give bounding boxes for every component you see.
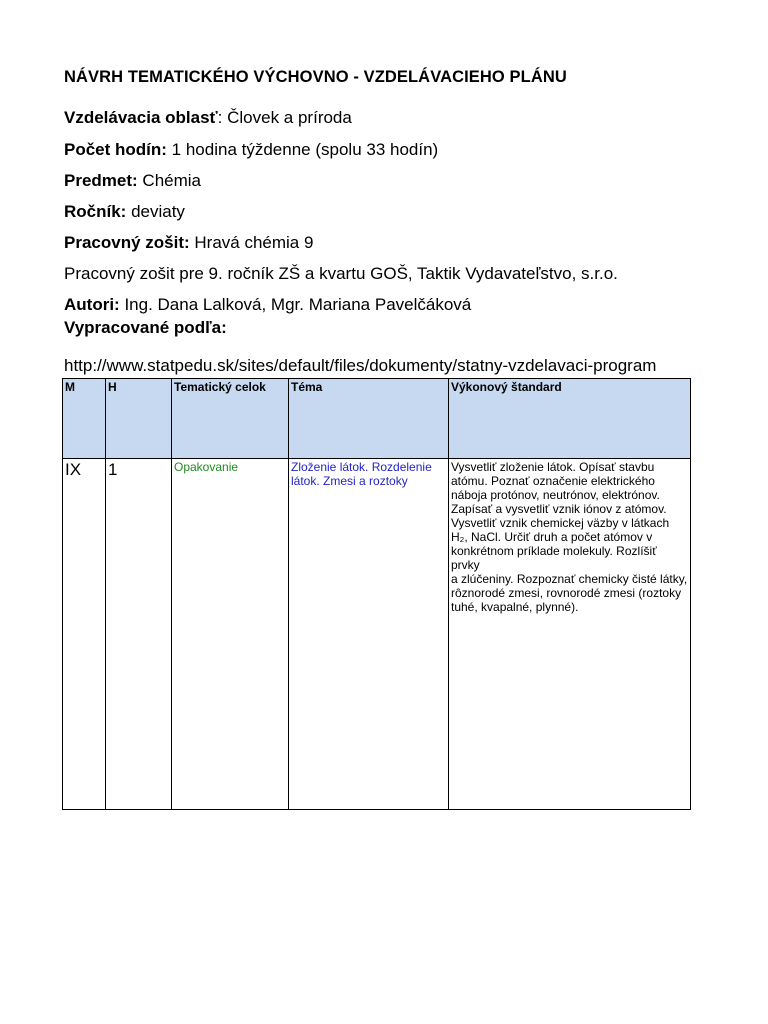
hours-line	[64, 140, 438, 160]
grade-value: deviaty	[126, 202, 185, 221]
plan-table	[62, 378, 691, 810]
header-hour: H	[106, 379, 172, 459]
workbook-line	[64, 233, 313, 253]
authors-value: Ing. Dana Lalková, Mgr. Mariana Pavelčáková	[119, 295, 472, 314]
area-value: : Človek a príroda	[217, 108, 352, 127]
table-header-row	[63, 379, 691, 459]
cell-month: IX	[63, 459, 106, 810]
subject-value: Chémia	[137, 171, 201, 190]
workbook-description: Pracovný zošit pre 9. ročník ZŠ a kvartu GOŠ, Taktik Vydavateľstvo, s.r.o.	[64, 264, 618, 283]
header-standard: Výkonový štandard	[449, 379, 691, 459]
table-row	[63, 459, 691, 810]
grade-label: Ročník:	[64, 202, 127, 221]
area-line	[64, 108, 352, 128]
hours-value: 1 hodina týždenne (spolu 33 hodín)	[166, 140, 439, 159]
authors-label: Autori:	[64, 295, 120, 314]
area-label: Vzdelávacia oblasť	[64, 108, 218, 127]
subject-label: Predmet:	[64, 171, 138, 190]
based-on-label: Vypracované podľa:	[64, 318, 227, 337]
cell-standard: Vysvetliť zloženie látok. Opísať stavbu atómu. Poznať označenie elektrického náboja protónov, neutrónov, elektrónov. Zapísať a vysvetliť vznik iónov z atómov. Vysvetliť vznik chemickej väzby v látkach H₂, NaCl. Určiť druh a počet atómov v konkrétnom príklade molekuly. Rozlíšiť prvky a zlúčeniny. Rozpoznať chemicky čisté látky, rôznorodé zmesi, rovnorodé zmesi (roztoky tuhé, kvapalné, plynné).	[449, 459, 691, 810]
cell-unit: Opakovanie	[172, 459, 289, 810]
subject-line	[64, 171, 201, 191]
hours-label: Počet hodín:	[64, 140, 167, 159]
cell-hour: 1	[106, 459, 172, 810]
document-title: NÁVRH TEMATICKÉHO VÝCHOVNO - VZDELÁVACIEHO PLÁNU	[64, 68, 567, 86]
header-unit: Tematický celok	[172, 379, 289, 459]
workbook-label: Pracovný zošit:	[64, 233, 190, 252]
workbook-value: Hravá chémia 9	[189, 233, 314, 252]
header-topic: Téma	[289, 379, 449, 459]
header-month: M	[63, 379, 106, 459]
based-on-line	[64, 318, 227, 338]
source-url[interactable]: http://www.statpedu.sk/sites/default/files/dokumenty/statny-vzdelavaci-program	[64, 356, 657, 375]
authors-line	[64, 295, 471, 315]
cell-topic: Zloženie látok. Rozdelenie látok. Zmesi a roztoky	[289, 459, 449, 810]
grade-line	[64, 202, 185, 222]
